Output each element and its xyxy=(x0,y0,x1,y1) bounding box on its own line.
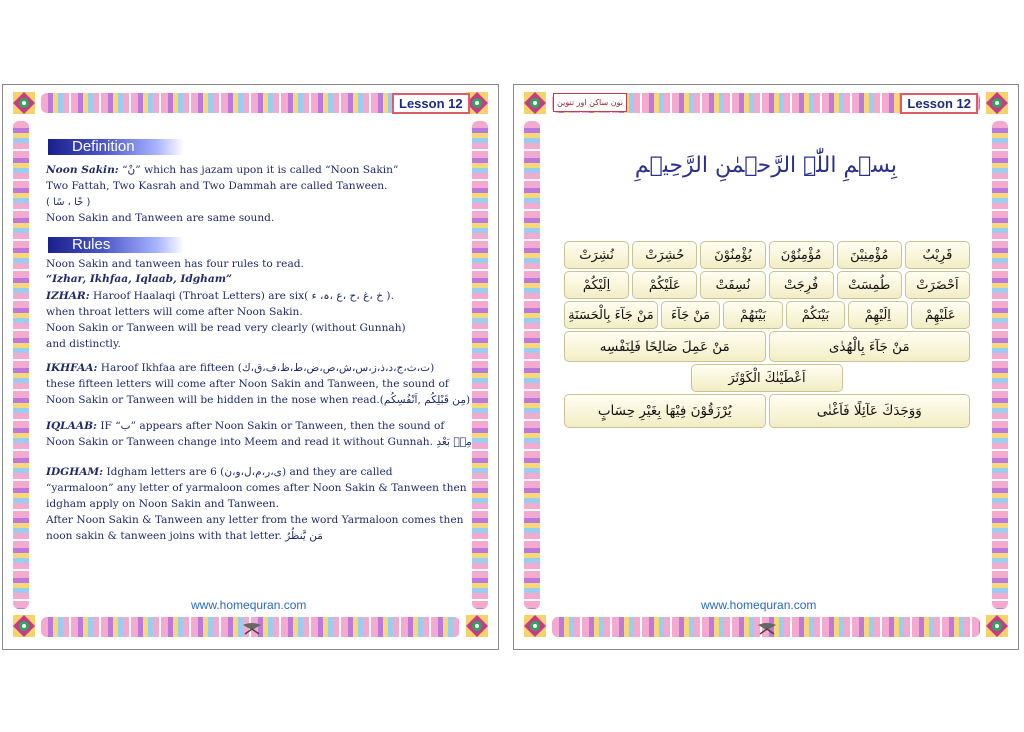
quran-stand-icon xyxy=(757,620,777,634)
word-cell: مَنْ جَآءَ xyxy=(661,301,720,329)
iqlaab-line2: Noon Sakin or Tanween change into Meem and read it without Gunnah. مِنۢ بَعْدِ xyxy=(46,436,472,448)
iqlaab-line1 xyxy=(46,419,486,435)
same-sound-text: Noon Sakin and Tanween are same sound. xyxy=(46,212,275,224)
idgham-line5: noon sakin & tanween joins with that letter. مَن يَّنظُرُ xyxy=(46,530,323,542)
ikhfaa-label: IKHFAA: xyxy=(46,362,98,374)
lesson-label: Lesson 12 xyxy=(392,93,470,114)
phrase-row xyxy=(564,331,970,362)
idgham-line2: “yarmaloon” any letter of yarmaloon comes after Noon Sakin & Tanween then xyxy=(46,482,467,494)
right-page xyxy=(513,84,1019,650)
word-cell: اِلَيْكُمْ xyxy=(564,271,629,299)
phrase-row xyxy=(564,394,970,428)
idgham-line1 xyxy=(46,465,486,481)
word-cell: اِلَيْهِمْ xyxy=(848,301,907,329)
noon-sakin-line xyxy=(46,163,486,179)
word-cell: نُشِرَتْ xyxy=(564,241,629,269)
word-cell: اَحْضَرَتْ xyxy=(905,271,970,299)
word-cell: طُمِسَتْ xyxy=(837,271,902,299)
word-cell: بَيْنَهُمْ xyxy=(723,301,782,329)
website-link[interactable]: www.homequran.com xyxy=(701,598,817,612)
word-cell: مُؤْمِنُوْنَ xyxy=(769,241,834,269)
word-cell: بَيْنَكُمْ xyxy=(786,301,845,329)
urdu-topic-tag: نون ساکن اور تنوین xyxy=(553,93,627,112)
word-cell: يُؤْمِنُوْنَ xyxy=(700,241,765,269)
noon-sakin-text: “نْ” which has jazam upon it is called “Noon Sakin” xyxy=(122,164,399,176)
website-link[interactable]: www.homequran.com xyxy=(191,598,307,612)
phrase-cell: مَنْ جَآءَ بِالْهُدٰى xyxy=(769,331,971,362)
phrase-row xyxy=(564,364,970,392)
word-row xyxy=(564,241,970,269)
corner-ornament-icon xyxy=(984,90,1010,116)
izhar-line3: Noon Sakin or Tanween will be read very clearly (without Gunnah) xyxy=(46,322,406,334)
tanween-example: ( خًا ، سًا ) xyxy=(46,197,91,208)
ikhfaa-line2: these fifteen letters will come after Noon Sakin and Tanween, the sound of xyxy=(46,378,449,390)
corner-ornament-icon xyxy=(11,613,37,639)
word-row xyxy=(564,301,970,329)
izhar-line2: when throat letters will come after Noon Sakin. xyxy=(46,306,303,318)
word-row xyxy=(564,271,970,299)
idgham-line3: idgham apply on Noon Sakin and Tanween. xyxy=(46,498,279,510)
word-cell: مُؤْمِنِيْنَ xyxy=(837,241,902,269)
izhar-text1: Haroof Haalaqi (Throat Letters) are six( خ ،غ ،ح ،ع ،ہ، ء ). xyxy=(93,290,394,302)
corner-ornament-icon xyxy=(11,90,37,116)
phrase-cell: يُرْزَقُوْنَ فِيْهَا بِغَيْرِ حِسَابٍ xyxy=(564,394,766,428)
rules-names: “Izhar, Ikhfaa, Iqlaab, Idgham” xyxy=(46,273,233,285)
tanween-text: Two Fattah, Two Kasrah and Two Dammah are called Tanween. xyxy=(46,180,388,192)
word-cell: قَرِيْبٌ xyxy=(905,241,970,269)
corner-ornament-icon xyxy=(984,613,1010,639)
rules-intro: Noon Sakin and tanween has four rules to read. xyxy=(46,258,304,270)
rules-heading: Rules xyxy=(48,237,184,253)
iqlaab-label: IQLAAB: xyxy=(46,420,97,432)
word-cell: عَلَيْكُمْ xyxy=(632,271,697,299)
decorative-border-right xyxy=(992,121,1008,609)
quran-stand-icon xyxy=(242,620,262,634)
phrase-cell: اَعْطَيْنٰكَ الْكَوْثَرَ xyxy=(691,364,843,392)
decorative-border-left xyxy=(13,121,29,609)
word-cell: فُرِجَتْ xyxy=(769,271,834,299)
iqlaab-text1: IF “ب” appears after Noon Sakin or Tanween, then the sound of xyxy=(100,420,445,432)
izhar-line1 xyxy=(46,289,486,305)
corner-ornament-icon xyxy=(522,90,548,116)
definition-heading: Definition xyxy=(48,139,184,155)
idgham-label: IDGHAM: xyxy=(46,466,104,478)
ikhfaa-line1 xyxy=(46,361,486,377)
bismillah-heading: بِسۡمِ اللّٰہِ الرَّحۡمٰنِ الرَّحِیۡمِ xyxy=(634,153,898,178)
left-page xyxy=(2,84,499,650)
phrase-cell: وَوَجَدَكَ عَآئِلًا فَاَغْنٰى xyxy=(769,394,971,428)
word-grid xyxy=(564,241,970,430)
word-cell: نُسِفَتْ xyxy=(700,271,765,299)
ikhfaa-text1: Haroof Ikhfaa are fifteen (ت،ث،ج،د،ذ،ز،س،ش،ص،ض،ط،ظ،ف،ق،ك) xyxy=(100,362,435,374)
word-cell: مَنْ جَآءَ بِالْحَسَنَةِ xyxy=(564,301,658,329)
izhar-label: IZHAR: xyxy=(46,290,90,302)
word-cell: عَلَيْهِمْ xyxy=(911,301,970,329)
corner-ornament-icon xyxy=(464,613,490,639)
lesson-label: Lesson 12 xyxy=(900,93,978,114)
izhar-line4: and distinctly. xyxy=(46,338,121,350)
word-cell: حُشِرَتْ xyxy=(632,241,697,269)
idgham-line4: After Noon Sakin & Tanween any letter from the word Yarmaloon comes then xyxy=(46,514,464,526)
idgham-text1: Idgham letters are 6 (ی،ر،م،ل،و،ن) and they are called xyxy=(106,466,393,478)
phrase-cell: مَنْ عَمِلَ صَالِحًا فَلِنَفْسِه xyxy=(564,331,766,362)
ikhfaa-line3: Noon Sakin or Tanween will be hidden in the nose when read.(مِن قَبْلِكُم ,اَنْفُسِكُم) xyxy=(46,394,471,406)
corner-ornament-icon xyxy=(522,613,548,639)
noon-sakin-label: Noon Sakin: xyxy=(46,164,119,176)
decorative-border-left xyxy=(524,121,540,609)
